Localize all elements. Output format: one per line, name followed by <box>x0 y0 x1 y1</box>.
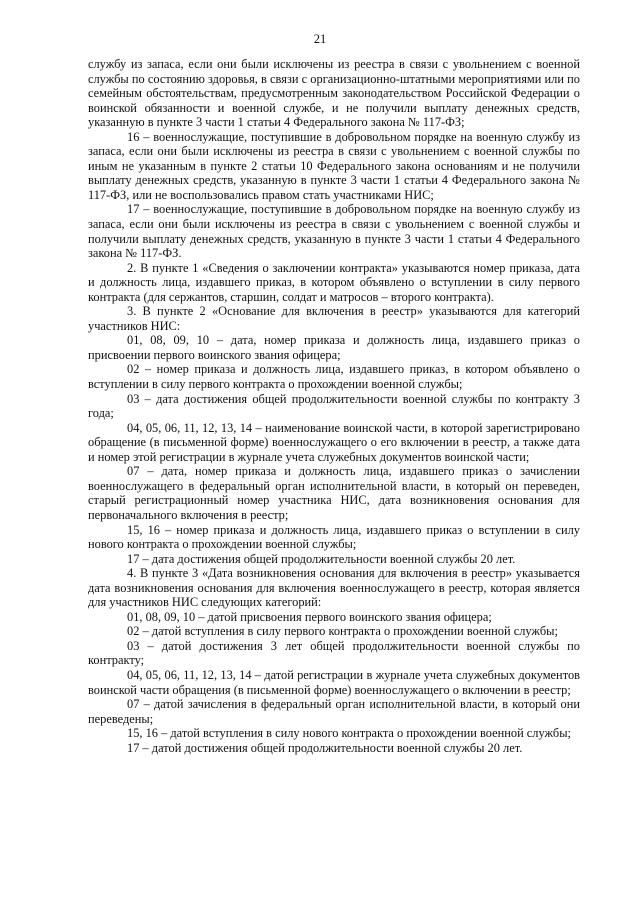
paragraph-item-3-cat-01: 01, 08, 09, 10 – дата, номер приказа и должность лица, издавшего приказ о присвоении первого воинского звания офицера; <box>88 333 580 362</box>
paragraph-item-4-cat-02: 02 – датой вступления в силу первого контракта о прохождении военной службы; <box>127 624 558 639</box>
paragraph-item-4-cat-15: 15, 16 – датой вступления в силу нового контракта о прохождении военной службы; <box>127 726 571 741</box>
paragraph-continuation: службу из запаса, если они были исключены из реестра в связи с увольнением с военной службы по состоянию здоровья, в связи с организационно-штатными мероприятиями или по семейным обстоятельствам, предусмотренным законодательством Российской Федерации о воинской обязанности и военной службе, и не получили выплату денежных средств, указанную в пункте 3 части 1 статьи 4 Федерального закона № 117-ФЗ; <box>88 57 580 130</box>
paragraph-item-3-cat-03: 03 – дата достижения общей продолжительности военной службы по контракту 3 года; <box>88 391 580 421</box>
paragraph-item-3: 3. В пункте 2 «Основание для включения в реестр» указываются для категорий участников НИС: <box>88 304 580 333</box>
paragraph-item-3-cat-07: 07 – дата, номер приказа и должность лица, издавшего приказ о зачислении военнослужащего в федеральный орган исполнительной власти, в который он переведен, старый регистрационный номер участника НИС, дата возникновения основания для первоначального включения в реестр; <box>88 464 580 522</box>
paragraph-item-3-cat-02: 02 – номер приказа и должность лица, издавшего приказ, в котором объявлено о вступлении в силу первого контракта о прохождении военной службы; <box>88 362 580 392</box>
paragraph-item-4-cat-04: 04, 05, 06, 11, 12, 13, 14 – датой регистрации в журнале учета служебных документов воинской части обращения (в письменной форме) военнослужащего о включении в реестр; <box>88 667 580 697</box>
paragraph-item-3-cat-15: 15, 16 – номер приказа и должность лица, издавшего приказ о вступлении в силу нового контракта о прохождении военной службы; <box>88 522 580 552</box>
paragraph-item-4-cat-01: 01, 08, 09, 10 – датой присвоения первого воинского звания офицера; <box>127 609 492 624</box>
paragraph-category-17: 17 – военнослужащие, поступившие в добровольном порядке на военную службу из запаса, если они были исключены из реестра в связи с увольнением с военной службы и получили выплату денежных средств, указанную в пункте 3 части 1 статьи 4 Федерального закона № 117-ФЗ. <box>88 202 580 261</box>
paragraph-item-2: 2. В пункте 1 «Сведения о заключении контракта» указываются номер приказа, дата и должность лица, издавшего приказ, в котором объявлено о вступлении в силу первого контракта (для сержантов, старшин, солдат и матросов – второго контракта). <box>88 260 580 304</box>
document-body <box>88 57 580 755</box>
paragraph-item-3-cat-17: 17 – дата достижения общей продолжительности военной службы 20 лет. <box>127 551 516 566</box>
page-number: 21 <box>313 32 327 46</box>
paragraph-item-4-cat-17: 17 – датой достижения общей продолжительности военной службы 20 лет. <box>127 740 523 755</box>
paragraph-item-4: 4. В пункте 3 «Дата возникновения основания для включения в реестр» указывается дата возникновения основания для включения военнослужащего в реестр, которая является для участников НИС следующих категорий: <box>88 566 580 610</box>
paragraph-item-4-cat-07: 07 – датой зачисления в федеральный орган исполнительной власти, в который они переведены; <box>88 697 580 726</box>
paragraph-item-4-cat-03: 03 – датой достижения 3 лет общей продолжительности военной службы по контракту; <box>88 638 580 668</box>
paragraph-item-3-cat-04: 04, 05, 06, 11, 12, 13, 14 – наименование воинской части, в которой зарегистрировано обращение (в письменной форме) военнослужащего о его включении в реестр, а также дата и номер этой регистрации в журнале учета служебных документов воинской части; <box>88 420 580 464</box>
paragraph-category-16: 16 – военнослужащие, поступившие в добровольном порядке на военную службу из запаса, если они были исключены из реестра в связи с увольнением с военной службы по иным не указанным в пункте 2 статьи 10 Федерального закона основаниям и не получили выплату денежных средств, указанную в пункте 3 части 1 статьи 4 Федерального закона № 117-ФЗ, или не воспользовались правом стать участниками НИС; <box>88 129 580 202</box>
